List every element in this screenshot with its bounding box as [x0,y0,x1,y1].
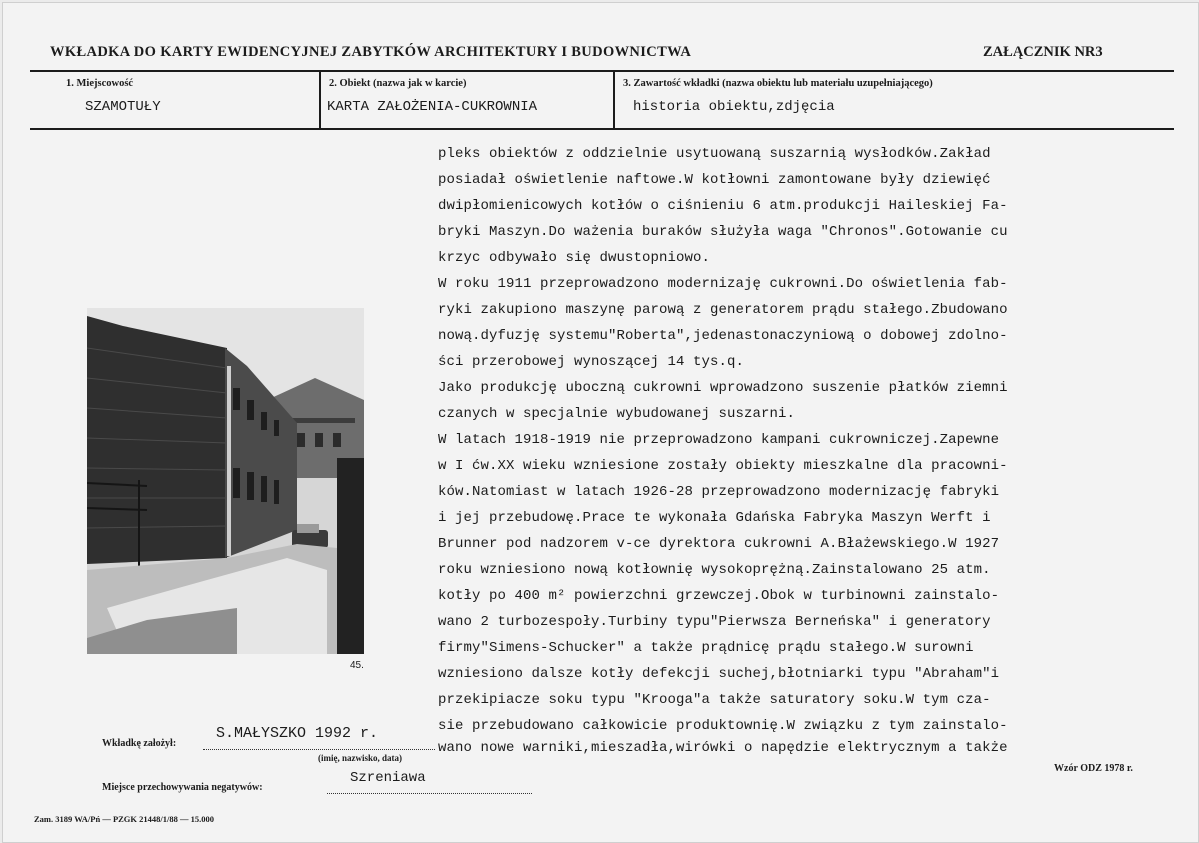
contents-label: 3. Zawartość wkładki (nazwa obiektu lub materiału uzupełniającego) [623,78,933,89]
text-line: dwipłomienicowych kotłów o ciśnieniu 6 atm.produkcji Haileskiej Fa- [438,198,1008,214]
negatives-dotted-line [327,793,532,794]
text-line: czanych w specjalnie wybudowanej suszarni. [438,406,796,422]
photo-number: 45. [350,660,364,671]
text-line: nową.dyfuzję systemu"Roberta",jedenastonaczyniową o dobowej zdolno- [438,328,1008,344]
text-line: ków.Natomiast w latach 1926-28 przeprowadzono modernizację fabryki [438,484,1000,500]
field-divider-1 [319,71,321,129]
text-line: W latach 1918-1919 nie przeprowadzono kampani cukrowniczej.Zapewne [438,432,1000,448]
text-line: firmy"Simens-Schucker" a także prądnicę prądu stałego.W surowni [438,640,974,656]
object-label: 2. Obiekt (nazwa jak w karcie) [329,78,467,89]
building-photo-drawing [87,308,364,654]
text-line: Brunner pod nadzorem v-ce dyrektora cukrowni A.Błażewskiego.W 1927 [438,536,1000,552]
founder-hint: (imię, nazwisko, data) [318,753,402,763]
print-order-number: Zam. 3189 WA/Pń — PZGK 21448/1/88 — 15.000 [34,814,215,824]
text-line: ści przerobowej wynoszącej 14 tys.q. [438,354,745,370]
annex-number: ZAŁĄCZNIK NR3 [983,44,1103,60]
text-line: Jako produkcję uboczną cukrowni wprowadzono suszenie płatków ziemni [438,380,1008,396]
text-line: roku wzniesiono nową kotłownię wysokoprężną.Zainstalowano 25 atm. [438,562,991,578]
text-line: sie przebudowano całkowicie produktownię.W związku z tym zainstalo- [438,718,1008,734]
text-line: krzyc odbywało się dwustopniowo. [438,250,711,266]
location-value: SZAMOTUŁY [85,99,161,115]
fields-bottom-rule [30,128,1174,130]
contents-value: historia obiektu,zdjęcia [633,99,835,115]
top-rule [30,70,1174,72]
field-divider-2 [613,71,615,129]
form-title: WKŁADKA DO KARTY EWIDENCYJNEJ ZABYTKÓW ARCHITEKTURY I BUDOWNICTWA [50,44,692,60]
founder-value: S.MAŁYSZKO 1992 r. [216,725,379,742]
founder-label: Wkładkę założył: [102,738,177,749]
text-line: ryki zakupiono maszynę parową z generatorem prądu stałego.Zbudowano [438,302,1008,318]
text-line: bryki Maszyn.Do ważenia buraków służyła waga "Chronos".Gotowanie cu [438,224,1008,240]
text-line: przekipiacze soku typu "Krooga"a także saturatory soku.W tym cza- [438,692,991,708]
negatives-label: Miejsce przechowywania negatywów: [102,782,263,793]
text-line: posiadał oświetlenie naftowe.W kotłowni zamontowane były dziewięć [438,172,991,188]
text-line: wano 2 turbozespoły.Turbiny typu"Pierwsza Berneńska" i generatory [438,614,991,630]
location-label: 1. Miejscowość [66,78,134,89]
text-line: i jej przebudowę.Prace te wykonała Gdańska Fabryka Maszyn Werft i [438,510,991,526]
text-line: kotły po 400 m² powierzchni grzewczej.Obok w turbinowni zainstalo- [438,588,1000,604]
text-line: pleks obiektów z oddzielnie usytuowaną suszarnią wysłodków.Zakład [438,146,991,162]
negatives-value: Szreniawa [350,770,426,786]
object-value: KARTA ZAŁOŻENIA-CUKROWNIA [327,99,538,115]
text-line: w I ćw.XX wieku wzniesione zostały obiekty mieszkalne dla pracowni- [438,458,1008,474]
text-line: wano nowe warniki,mieszadła,wirówki o napędzie elektrycznym a także [438,740,1008,756]
text-line: W roku 1911 przeprowadzono modernizaję cukrowni.Do oświetlenia fab- [438,276,1008,292]
text-line: wzniesiono dalsze kotły defekcji suchej,błotniarki typu "Abraham"i [438,666,1000,682]
building-photo [87,308,364,654]
pattern-note: Wzór ODZ 1978 r. [1054,763,1133,774]
founder-dotted-line [203,749,435,750]
